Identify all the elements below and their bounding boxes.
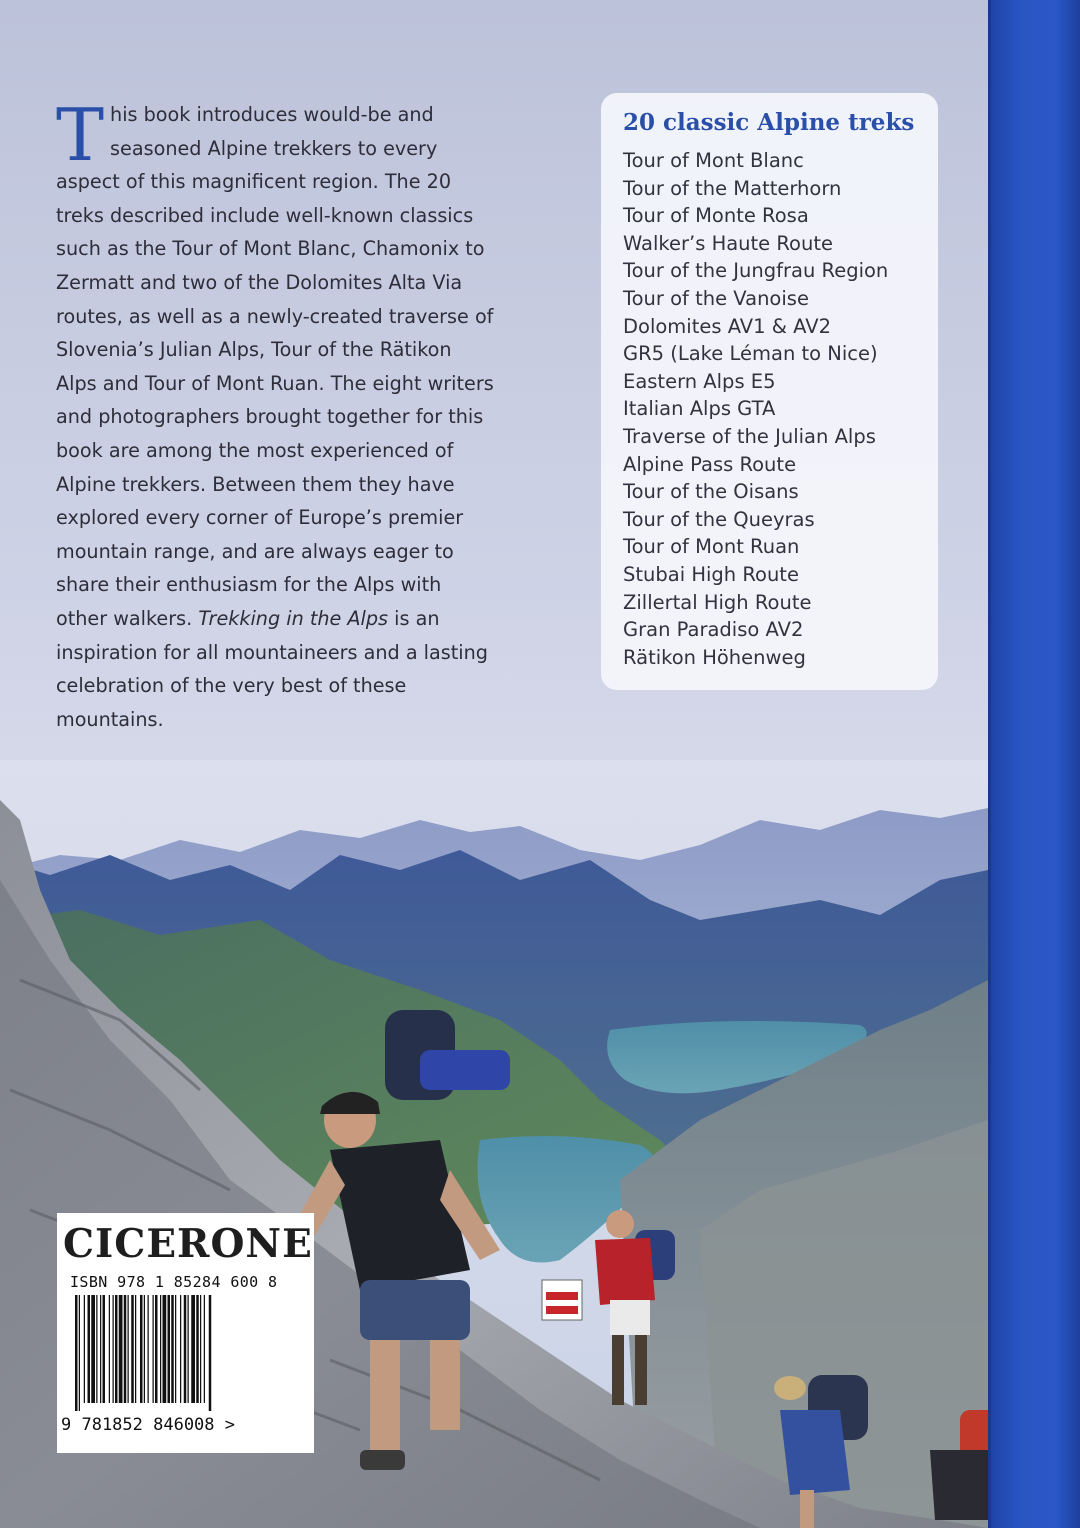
barcode-bar xyxy=(113,1295,114,1403)
treks-list-panel xyxy=(601,93,938,690)
barcode-bar xyxy=(209,1295,212,1411)
barcode-bar xyxy=(160,1295,161,1403)
barcode-bar xyxy=(115,1295,118,1403)
trek-item: Tour of Mont Ruan xyxy=(623,535,800,559)
barcode-bar xyxy=(109,1295,110,1403)
trek-item: Tour of the Matterhorn xyxy=(623,176,842,200)
isbn-text: ISBN 978 1 85284 600 8 xyxy=(70,1273,278,1291)
barcode-bar xyxy=(119,1295,123,1403)
trek-item: Tour of the Oisans xyxy=(623,480,799,504)
trek-item: Tour of the Queyras xyxy=(623,507,815,531)
barcode-bar xyxy=(200,1295,201,1403)
trek-item: Walker’s Haute Route xyxy=(623,231,833,255)
barcode-bar xyxy=(75,1295,78,1411)
barcode-bar xyxy=(124,1295,127,1403)
barcode-bar xyxy=(184,1295,187,1403)
barcode-bar xyxy=(155,1295,158,1403)
trek-item: Italian Alps GTA xyxy=(623,397,776,421)
trek-item: Zillertal High Route xyxy=(623,590,812,614)
barcode-bar xyxy=(96,1295,97,1403)
barcode-bar xyxy=(91,1295,95,1403)
barcode-bar xyxy=(175,1295,176,1403)
trek-item: Gran Paradiso AV2 xyxy=(623,618,804,642)
blue-spine-band xyxy=(988,0,1080,1528)
trek-item: Stubai High Route xyxy=(623,562,799,586)
barcode-image xyxy=(75,1295,305,1411)
barcode-bar xyxy=(103,1295,106,1403)
barcode-bar xyxy=(191,1295,195,1403)
barcode-bar xyxy=(204,1295,205,1403)
publisher-logo: CICERONE xyxy=(63,1221,313,1267)
trek-item: Eastern Alps E5 xyxy=(623,369,776,393)
treks-list xyxy=(623,147,888,671)
trek-item: Tour of Monte Rosa xyxy=(623,204,809,228)
barcode-bar xyxy=(168,1295,171,1403)
blurb-text-end: is an inspiration for all mountaineers and a lasting celebration of the very best of these mountains. xyxy=(56,606,488,731)
barcode-digits: 9 781852 846008 > xyxy=(61,1415,235,1435)
barcode-bar xyxy=(144,1295,145,1403)
drop-cap-letter: T xyxy=(56,93,105,177)
barcode-bar xyxy=(171,1295,174,1403)
trek-item: Tour of the Vanoise xyxy=(623,286,809,310)
trek-item: Alpine Pass Route xyxy=(623,452,797,476)
trek-item: Dolomites AV1 & AV2 xyxy=(623,314,831,338)
blurb-paragraph xyxy=(56,93,496,736)
trek-item: Rätikon Höhenweg xyxy=(623,645,806,669)
barcode-bar xyxy=(140,1295,143,1403)
barcode-bar xyxy=(84,1295,85,1403)
barcode-bar xyxy=(131,1295,134,1403)
trek-item: Tour of Mont Blanc xyxy=(623,149,804,172)
barcode-bar xyxy=(88,1295,91,1403)
trek-item: GR5 (Lake Léman to Nice) xyxy=(623,342,878,366)
barcode-bar xyxy=(196,1295,199,1403)
barcode-panel xyxy=(57,1213,314,1453)
barcode-bar xyxy=(188,1295,189,1403)
barcode-bar xyxy=(153,1295,154,1403)
treks-list-title: 20 classic Alpine treks xyxy=(623,109,915,136)
barcode-bar xyxy=(148,1295,149,1403)
barcode-bar xyxy=(135,1295,136,1403)
blurb-text-start: his book introduces would-be and seasoned Alpine trekkers to every aspect of this magnificent region. The 20 treks described include well-known classics such as the Tour of Mont Blanc, Chamonix to Zermatt and two of the Dolomites Alta Via routes, as well as a newly-created traverse of Slovenia’s Julian Alps, Tour of the Rätikon Alps and Tour of Mont Ruan. The eight writers and photographers brought together for this book are among the most experienced of Alpine trekkers. Between them they have explored every corner of Europe’s premier mountain range, and are always eager to share their enthusiasm for the Alps with other walkers. xyxy=(56,103,494,630)
barcode-bar xyxy=(128,1295,129,1403)
barcode-bar xyxy=(163,1295,167,1403)
barcode-bar xyxy=(100,1295,101,1403)
trek-item: Traverse of the Julian Alps xyxy=(623,424,876,448)
barcode-bar xyxy=(79,1295,80,1411)
book-title-italic: Trekking in the Alps xyxy=(198,606,389,630)
trek-item: Tour of the Jungfrau Region xyxy=(623,259,889,283)
barcode-bar xyxy=(180,1295,181,1403)
